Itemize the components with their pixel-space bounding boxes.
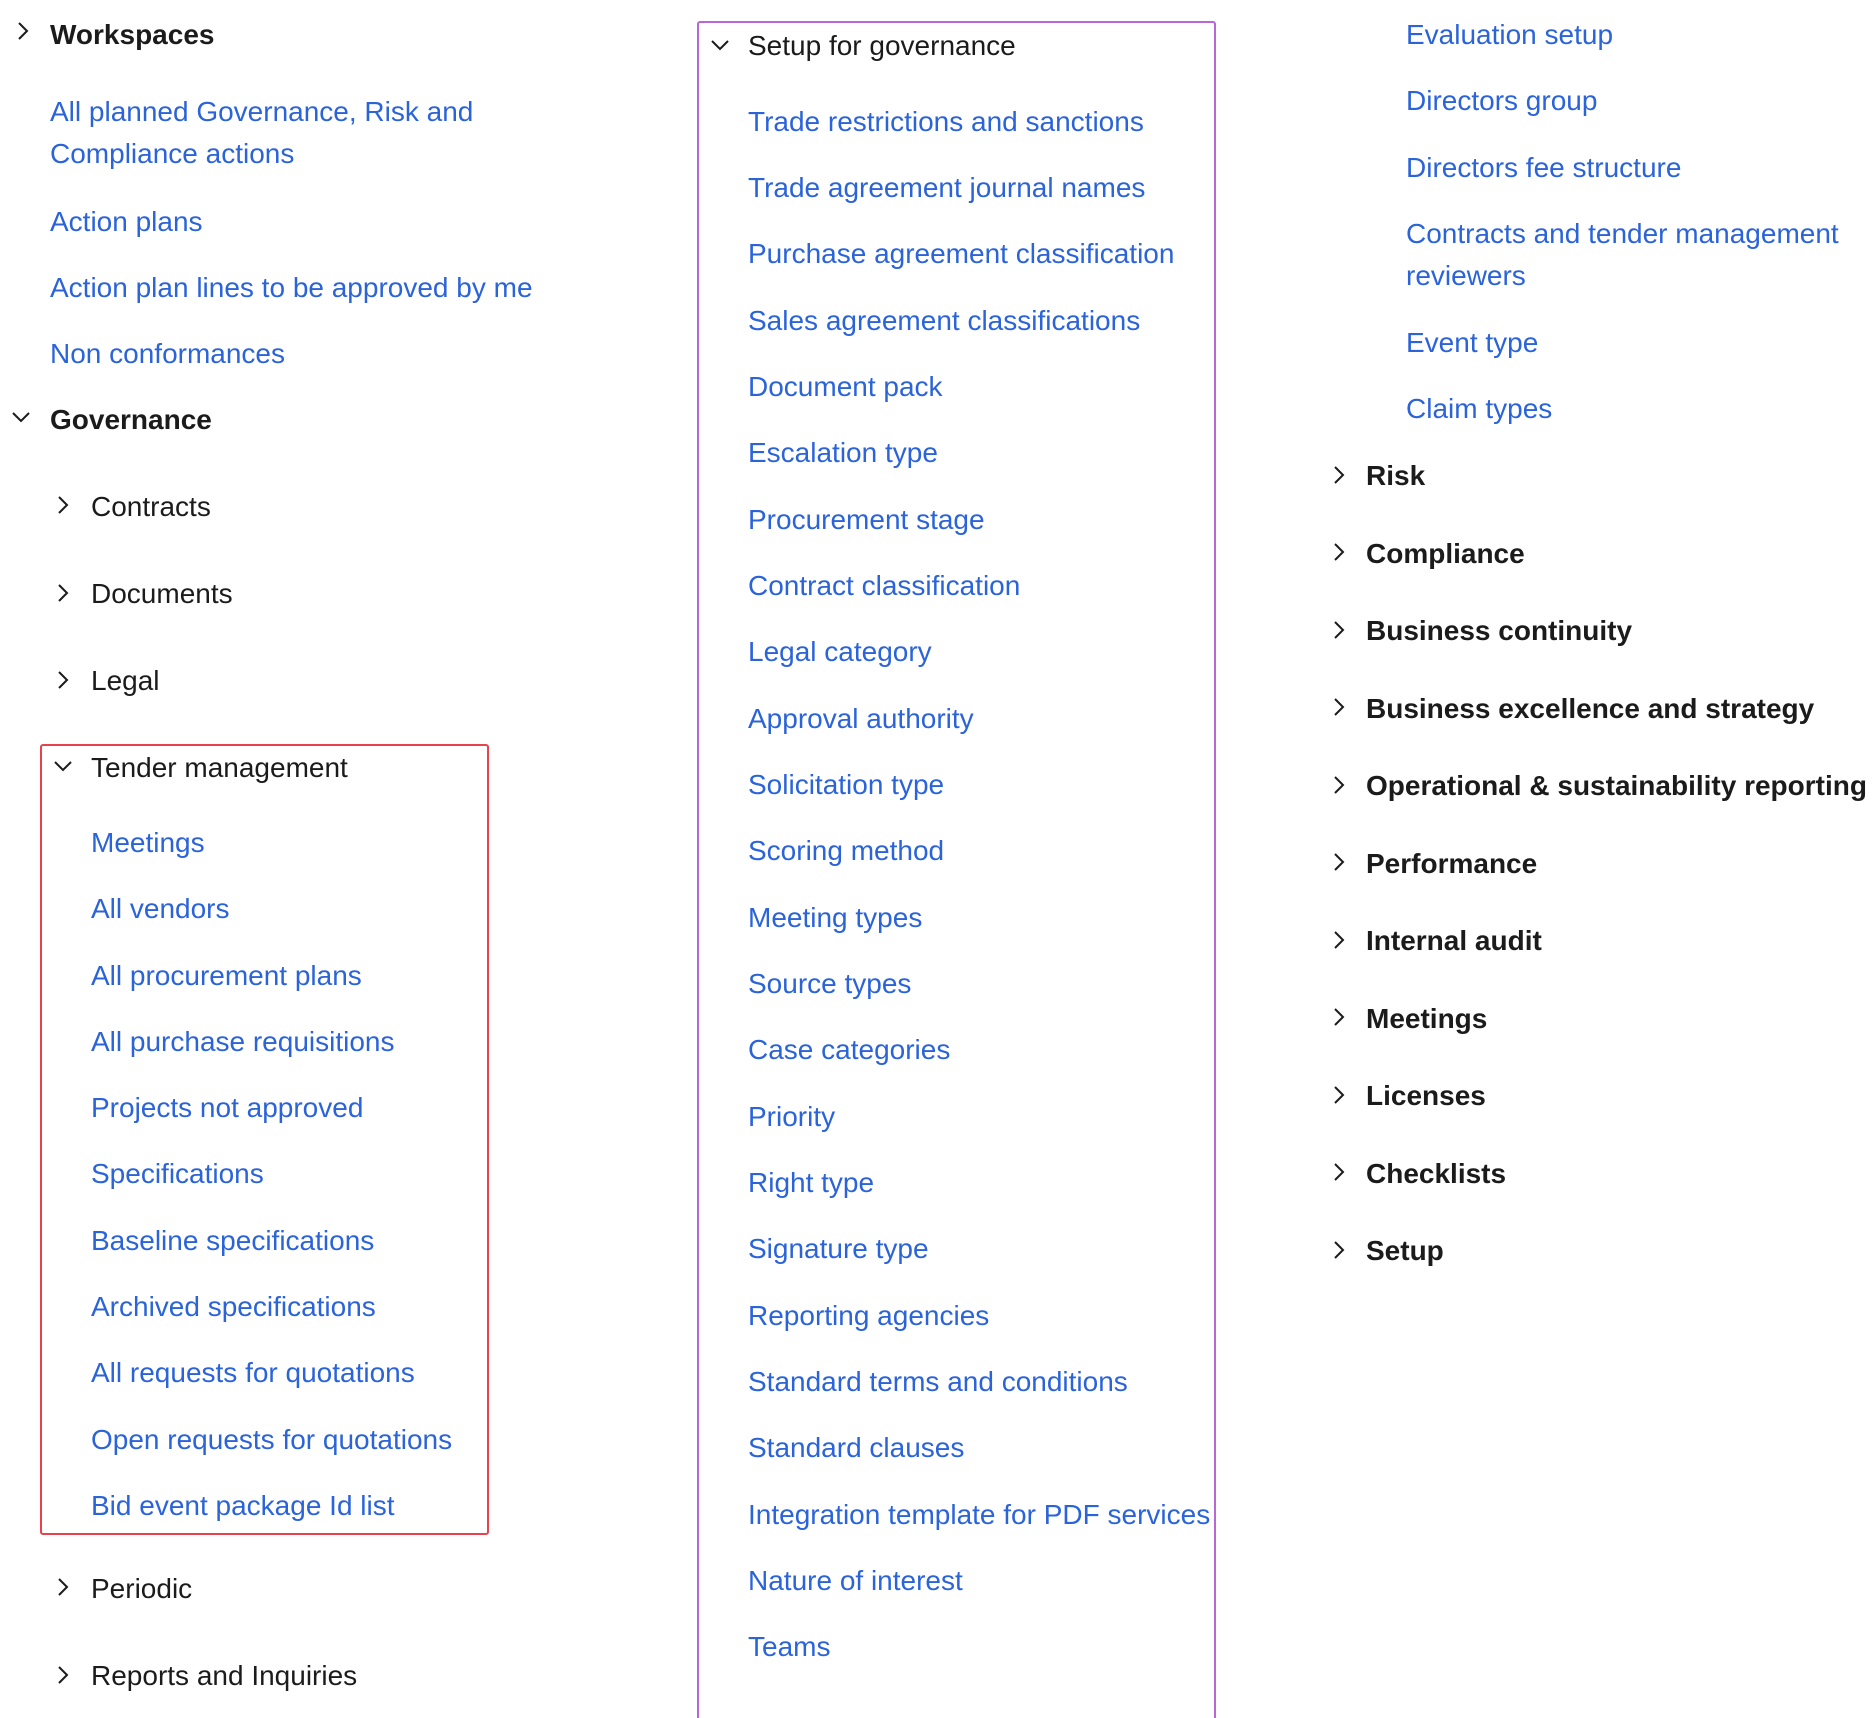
section-licenses[interactable]: Licenses: [1366, 1080, 1486, 1111]
section-compliance[interactable]: Compliance: [1366, 538, 1525, 569]
link-all-vendors[interactable]: All vendors: [91, 893, 230, 924]
link-evaluation-setup[interactable]: Evaluation setup: [1406, 19, 1614, 50]
link-contracts-tender-reviewers-line2[interactable]: reviewers: [1406, 260, 1526, 291]
chevron-right-icon[interactable]: [1328, 541, 1350, 563]
link-all-planned-grc-actions-line2[interactable]: Compliance actions: [50, 138, 295, 169]
section-checklists[interactable]: Checklists: [1366, 1158, 1507, 1189]
group-setup-for-governance[interactable]: Setup for governance: [748, 30, 1016, 61]
section-meetings[interactable]: Meetings: [1366, 1003, 1488, 1034]
chevron-down-icon[interactable]: [709, 34, 731, 56]
link-all-purchase-requisitions[interactable]: All purchase requisitions: [91, 1026, 395, 1057]
section-business-excellence[interactable]: Business excellence and strategy: [1366, 693, 1815, 724]
link-all-planned-grc-actions[interactable]: All planned Governance, Risk and: [50, 96, 474, 127]
link-trade-restrictions[interactable]: Trade restrictions and sanctions: [748, 106, 1144, 137]
link-procurement-stage[interactable]: Procurement stage: [748, 504, 985, 535]
link-nature-of-interest[interactable]: Nature of interest: [748, 1565, 963, 1596]
chevron-right-icon[interactable]: [1328, 619, 1350, 641]
chevron-right-icon[interactable]: [12, 20, 34, 42]
link-claim-types[interactable]: Claim types: [1406, 393, 1553, 424]
chevron-right-icon[interactable]: [1328, 1239, 1350, 1261]
link-solicitation-type[interactable]: Solicitation type: [748, 769, 945, 800]
group-tender-management[interactable]: Tender management: [91, 752, 348, 783]
link-open-requests-for-quotations[interactable]: Open requests for quotations: [91, 1424, 453, 1455]
group-legal[interactable]: Legal: [91, 665, 160, 696]
section-operational-sustainability[interactable]: Operational & sustainability reporting: [1366, 770, 1867, 801]
link-right-type[interactable]: Right type: [748, 1167, 875, 1198]
link-action-plans[interactable]: Action plans: [50, 206, 203, 237]
chevron-right-icon[interactable]: [1328, 696, 1350, 718]
chevron-down-icon[interactable]: [10, 406, 32, 428]
chevron-right-icon[interactable]: [52, 1664, 74, 1686]
chevron-right-icon[interactable]: [52, 582, 74, 604]
chevron-right-icon[interactable]: [1328, 851, 1350, 873]
group-reports-and-inquiries[interactable]: Reports and Inquiries: [91, 1660, 358, 1691]
link-trade-agreement-journal-names[interactable]: Trade agreement journal names: [748, 172, 1146, 203]
link-approval-authority[interactable]: Approval authority: [748, 703, 974, 734]
section-internal-audit[interactable]: Internal audit: [1366, 925, 1542, 956]
link-signature-type[interactable]: Signature type: [748, 1233, 929, 1264]
link-case-categories[interactable]: Case categories: [748, 1034, 951, 1065]
link-integration-template-pdf[interactable]: Integration template for PDF services: [748, 1499, 1211, 1530]
link-standard-terms-and-conditions[interactable]: Standard terms and conditions: [748, 1366, 1128, 1397]
chevron-right-icon[interactable]: [1328, 464, 1350, 486]
section-business-continuity[interactable]: Business continuity: [1366, 615, 1633, 646]
link-event-type[interactable]: Event type: [1406, 327, 1539, 358]
link-all-procurement-plans[interactable]: All procurement plans: [91, 960, 362, 991]
link-projects-not-approved[interactable]: Projects not approved: [91, 1092, 364, 1123]
group-periodic[interactable]: Periodic: [91, 1573, 193, 1604]
link-priority[interactable]: Priority: [748, 1101, 836, 1132]
section-workspaces[interactable]: Workspaces: [50, 19, 215, 50]
link-bid-event-package-id-list[interactable]: Bid event package Id list: [91, 1490, 395, 1521]
link-standard-clauses[interactable]: Standard clauses: [748, 1432, 965, 1463]
link-sales-agreement-classifications[interactable]: Sales agreement classifications: [748, 305, 1141, 336]
chevron-right-icon[interactable]: [1328, 1084, 1350, 1106]
link-non-conformances[interactable]: Non conformances: [50, 338, 286, 369]
section-performance[interactable]: Performance: [1366, 848, 1538, 879]
chevron-down-icon[interactable]: [52, 755, 74, 777]
group-contracts[interactable]: Contracts: [91, 491, 211, 522]
link-meeting-types[interactable]: Meeting types: [748, 902, 923, 933]
link-purchase-agreement-classification[interactable]: Purchase agreement classification: [748, 238, 1175, 269]
section-setup[interactable]: Setup: [1366, 1235, 1444, 1266]
chevron-right-icon[interactable]: [1328, 1161, 1350, 1183]
link-all-requests-for-quotations[interactable]: All requests for quotations: [91, 1357, 415, 1388]
chevron-right-icon[interactable]: [52, 494, 74, 516]
link-source-types[interactable]: Source types: [748, 968, 912, 999]
link-action-plan-lines-approval[interactable]: Action plan lines to be approved by me: [50, 272, 533, 303]
link-legal-category[interactable]: Legal category: [748, 636, 932, 667]
link-teams[interactable]: Teams: [748, 1631, 831, 1662]
link-escalation-type[interactable]: Escalation type: [748, 437, 938, 468]
link-baseline-specifications[interactable]: Baseline specifications: [91, 1225, 375, 1256]
chevron-right-icon[interactable]: [1328, 929, 1350, 951]
chevron-right-icon[interactable]: [52, 669, 74, 691]
link-reporting-agencies[interactable]: Reporting agencies: [748, 1300, 990, 1331]
link-archived-specifications[interactable]: Archived specifications: [91, 1291, 376, 1322]
chevron-right-icon[interactable]: [52, 1576, 74, 1598]
link-document-pack[interactable]: Document pack: [748, 371, 943, 402]
link-contract-classification[interactable]: Contract classification: [748, 570, 1021, 601]
link-directors-group[interactable]: Directors group: [1406, 85, 1598, 116]
link-scoring-method[interactable]: Scoring method: [748, 835, 945, 866]
link-directors-fee-structure[interactable]: Directors fee structure: [1406, 152, 1682, 183]
chevron-right-icon[interactable]: [1328, 1006, 1350, 1028]
section-governance[interactable]: Governance: [50, 404, 212, 435]
link-specifications[interactable]: Specifications: [91, 1158, 264, 1189]
link-contracts-tender-reviewers[interactable]: Contracts and tender management: [1406, 218, 1839, 249]
chevron-right-icon[interactable]: [1328, 774, 1350, 796]
link-meetings[interactable]: Meetings: [91, 827, 205, 858]
group-documents[interactable]: Documents: [91, 578, 233, 609]
section-risk[interactable]: Risk: [1366, 460, 1426, 491]
